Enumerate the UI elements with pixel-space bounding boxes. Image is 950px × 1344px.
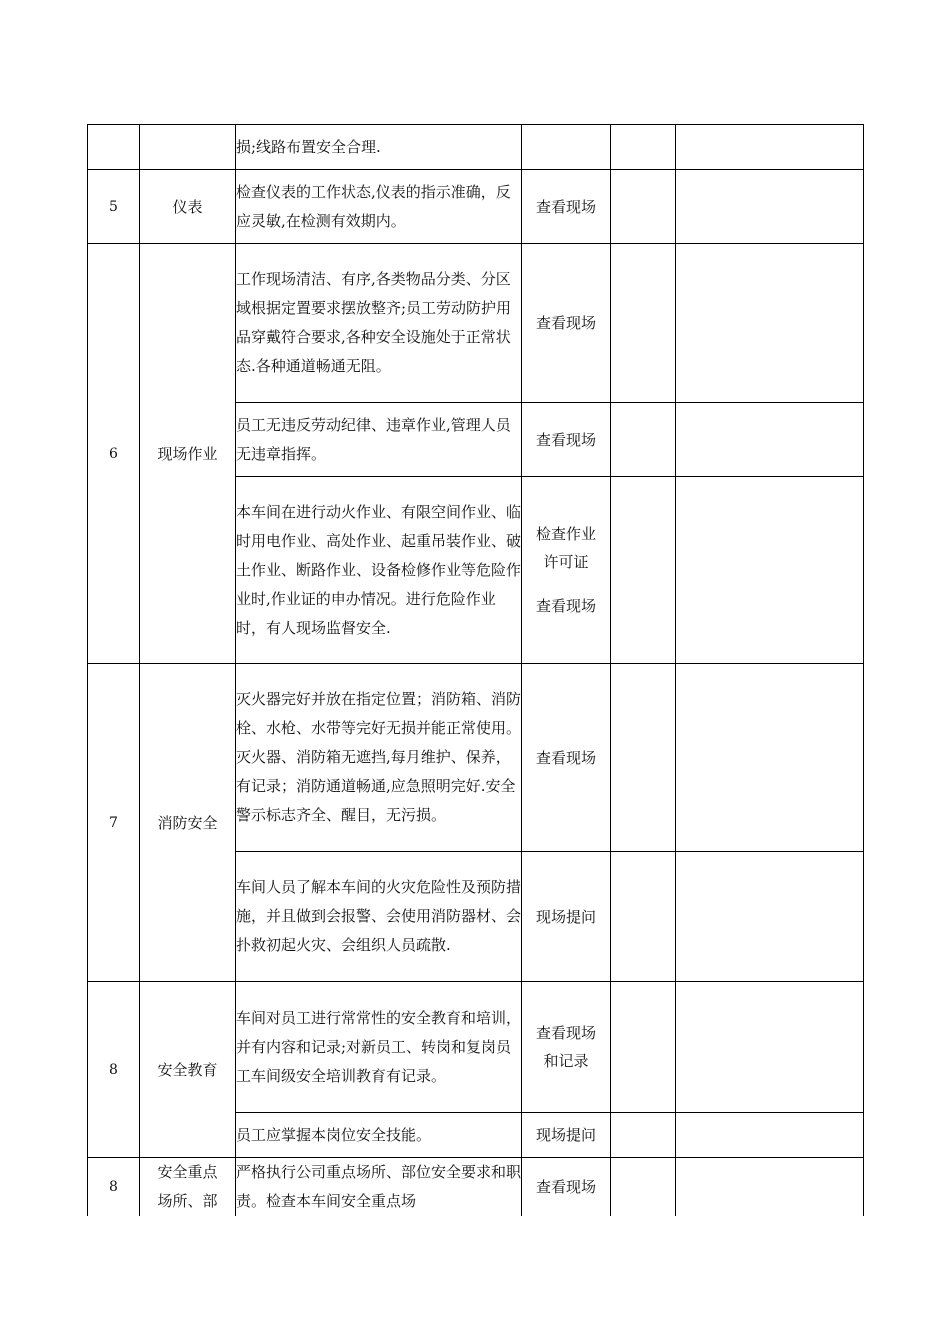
check-method: 查看现场 [522,1158,611,1217]
check-method: 查看现场 [522,664,611,852]
check-content: 本车间在进行动火作业、有限空间作业、临时用电作业、高处作业、起重吊装作业、破土作业、断路作业、设备检修作业等危险作业时,作业证的申办情况。进行危险作业时，有人现场监督安全. [236,477,522,664]
method-line: 和记录 [543,1052,589,1070]
check-content: 灭火器完好并放在指定位置；消防箱、消防栓、水枪、水带等完好无损并能正常使用。灭火器、消防箱无遮挡,每月维护、保养，有记录；消防通道畅通,应急照明完好.安全警示标志齐全、醒目，无污损。 [236,664,522,852]
blank-cell [676,982,864,1113]
item-name: 现场作业 [140,244,236,664]
row-number: 8 [88,1158,140,1217]
check-method: 查看现场 [522,170,611,244]
check-method [522,982,611,1113]
table-row [88,125,864,170]
table-row [88,1158,864,1217]
item-line: 安全重点 [157,1163,218,1181]
table-row [88,982,864,1113]
blank-cell [611,477,676,664]
item-line: 场所、部 [157,1192,218,1210]
method-line: 查看现场 [535,597,596,615]
blank-cell [676,477,864,664]
table-row [88,664,864,852]
row-number: 8 [88,982,140,1158]
blank-cell [611,403,676,477]
check-content: 车间对员工进行常常性的安全教育和培训，并有内容和记录;对新员工、转岗和复岗员工车间级安全培训教育有记录。 [236,982,522,1113]
check-method: 查看现场 [522,403,611,477]
blank-cell [611,170,676,244]
check-content: 员工无违反劳动纪律、违章作业,管理人员无违章指挥。 [236,403,522,477]
check-content: 严格执行公司重点场所、部位安全要求和职责。检查本车间安全重点场 [236,1158,522,1217]
blank-cell [611,1158,676,1217]
spacer [522,576,610,592]
blank-cell [676,170,864,244]
check-method: 现场提问 [522,852,611,982]
check-content: 检查仪表的工作状态,仪表的指示准确，反应灵敏,在检测有效期内。 [236,170,522,244]
blank-cell [676,1113,864,1158]
blank-cell [676,403,864,477]
check-content: 员工应掌握本岗位安全技能。 [236,1113,522,1158]
blank-cell [611,852,676,982]
blank-cell [611,1113,676,1158]
check-content: 工作现场清洁、有序,各类物品分类、分区域根据定置要求摆放整齐;员工劳动防护用品穿戴符合要求,各种安全设施处于正常状态.各种通道畅通无阻。 [236,244,522,403]
blank-cell [676,852,864,982]
check-content: 损;线路布置安全合理. [236,125,522,170]
row-number: 7 [88,664,140,982]
blank-cell [676,1158,864,1217]
item-name [140,125,236,170]
inspection-table [87,124,864,1216]
row-number: 5 [88,170,140,244]
method-line: 检查作业 [535,525,596,543]
row-number [88,125,140,170]
blank-cell [611,125,676,170]
check-method: 查看现场 [522,244,611,403]
item-name [140,1158,236,1217]
blank-cell [611,982,676,1113]
check-method: 现场提问 [522,1113,611,1158]
table-row [88,170,864,244]
item-name: 仪表 [140,170,236,244]
check-method [522,477,611,664]
method-line: 许可证 [543,553,589,571]
blank-cell [676,125,864,170]
blank-cell [611,664,676,852]
item-name: 安全教育 [140,982,236,1158]
check-content: 车间人员了解本车间的火灾危险性及预防措施，并且做到会报警、会使用消防器材、会扑救初起火灾、会组织人员疏散. [236,852,522,982]
check-method [522,125,611,170]
blank-cell [611,244,676,403]
blank-cell [676,664,864,852]
table-row [88,244,864,403]
method-line: 查看现场 [535,1024,596,1042]
item-name: 消防安全 [140,664,236,982]
blank-cell [676,244,864,403]
row-number: 6 [88,244,140,664]
